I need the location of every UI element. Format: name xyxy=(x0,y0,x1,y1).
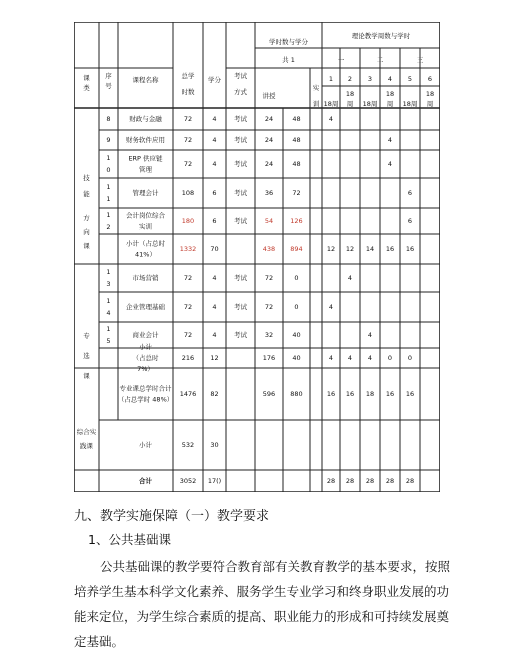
row-credit: 4 xyxy=(212,303,217,311)
row-seq-b: 5 xyxy=(106,337,111,345)
row-lecture: 24 xyxy=(264,136,274,144)
row-term-3: 4 xyxy=(367,354,373,362)
row-assess: 考试 xyxy=(234,217,247,225)
row-course-name: （占总学时 48%） xyxy=(117,395,174,404)
header-weeks: 理论教学周数与学时 xyxy=(351,32,411,40)
row-seq-a: 1 xyxy=(106,268,111,276)
row-term-5: 16 xyxy=(405,390,415,398)
row-total-hours: 532 xyxy=(181,441,195,449)
row-term-3: 4 xyxy=(367,331,373,339)
row-total-hours: 180 xyxy=(181,217,195,225)
row-seq-b: 1 xyxy=(106,195,111,203)
group-elective-char-0: 专 xyxy=(83,332,90,340)
row-term-1: 4 xyxy=(328,354,334,362)
row-term-4: 4 xyxy=(387,160,393,168)
header-term-num-4: 4 xyxy=(387,75,393,83)
row-lecture: 176 xyxy=(262,354,276,362)
row-term-1: 4 xyxy=(328,115,334,123)
header-lecture: 讲授 xyxy=(262,92,276,100)
row-term-2: 16 xyxy=(345,390,355,398)
row-term-5: 0 xyxy=(407,354,413,362)
header-week-top-4: 18 xyxy=(385,90,395,98)
row-term-4: 4 xyxy=(387,136,393,144)
group-skill-char-0: 技 xyxy=(83,174,90,182)
row-course-name: 财务软件应用 xyxy=(126,136,165,144)
header-term-num-5: 5 xyxy=(407,75,413,83)
row-total-hours: 1476 xyxy=(179,390,197,398)
header-lei: 类 xyxy=(83,84,90,92)
sub-heading: 1、公共基础课 xyxy=(88,532,171,547)
row-term-1: 12 xyxy=(326,245,336,253)
row-term-4: 0 xyxy=(387,354,393,362)
paragraph-line-4: 定基础。 xyxy=(74,634,125,649)
row-credit: 12 xyxy=(210,354,219,362)
row-credit: 6 xyxy=(212,217,217,225)
header-prac-b: 训 xyxy=(312,100,320,108)
row-assess: 考试 xyxy=(234,115,247,123)
row-seq-a: 1 xyxy=(106,211,111,219)
header-assess-b: 方式 xyxy=(234,88,247,96)
row-term-1: 28 xyxy=(326,477,336,485)
row-lecture: 596 xyxy=(262,390,276,398)
group-skill-char-3: 向 xyxy=(83,228,90,236)
row-course-name: 管理会计 xyxy=(132,189,159,197)
row-seq-b: 2 xyxy=(106,223,111,231)
row-lecture: 24 xyxy=(264,115,274,123)
row-term-1: 4 xyxy=(328,303,334,311)
row-practice: 48 xyxy=(292,115,301,123)
group-elective-char-1: 选 xyxy=(83,352,90,360)
row-credit: 4 xyxy=(212,160,217,168)
row-term-5: 28 xyxy=(405,477,415,485)
row-total-hours: 3052 xyxy=(179,477,197,485)
row-total-hours: 72 xyxy=(183,274,193,282)
header-hours-dist: 学时数与学分 xyxy=(269,38,308,46)
row-course-name: 会计岗位综合 xyxy=(126,211,165,220)
group-composite-a: 综合实 xyxy=(76,428,97,436)
row-course-name: 小计 xyxy=(139,441,152,449)
row-lecture: 32 xyxy=(264,331,274,339)
row-course-name: ERP 供应链 xyxy=(128,154,163,163)
row-practice: 48 xyxy=(292,136,301,144)
row-course-name: 合计 xyxy=(139,477,152,485)
row-term-3: 18 xyxy=(365,390,375,398)
header-credit: 学分 xyxy=(208,76,221,84)
row-course-name: 管理 xyxy=(139,165,152,174)
row-assess: 考试 xyxy=(234,160,247,168)
row-credit: 4 xyxy=(212,274,217,282)
row-seq-a: 1 xyxy=(106,154,111,162)
row-course-name: 小计（占总时 xyxy=(126,239,165,248)
row-total-hours: 72 xyxy=(183,160,193,168)
header-week-top-6: 18 xyxy=(425,90,435,98)
row-course-name: （占总时 xyxy=(132,354,159,362)
row-course-name: 市场营销 xyxy=(132,274,159,282)
row-seq-a: 1 xyxy=(106,183,111,191)
row-total-hours: 72 xyxy=(183,115,193,123)
row-term-1: 16 xyxy=(326,390,336,398)
curriculum-table xyxy=(74,22,440,492)
header-prac-a: 实 xyxy=(312,84,320,92)
row-total-hours: 72 xyxy=(183,331,193,339)
header-term-num-2: 2 xyxy=(347,75,353,83)
row-total-hours: 108 xyxy=(181,189,195,197)
row-course-name: 7%） xyxy=(137,365,154,373)
paragraph-line-3: 能来定位，为学生综合素质的提高、职业能力的形成和可持续发展奠 xyxy=(74,609,450,624)
row-assess: 考试 xyxy=(234,136,247,144)
row-credit: 17() xyxy=(207,477,222,485)
row-course-name: 小计 xyxy=(139,343,152,351)
row-practice: 72 xyxy=(292,189,301,197)
group-skill-char-2: 方 xyxy=(83,214,90,222)
row-total-hours: 216 xyxy=(181,354,195,362)
row-lecture: 72 xyxy=(264,303,274,311)
row-total-hours: 1332 xyxy=(179,245,197,253)
header-week-bottom-2: 周 xyxy=(346,100,354,108)
row-course-name: 财政与金融 xyxy=(129,115,162,123)
header-week-bottom-5: 18周 xyxy=(402,100,418,108)
header-term-2: 二 xyxy=(376,56,384,64)
header-term-num-1: 1 xyxy=(328,75,334,83)
paragraph-line-1: 公共基础课的教学要符合教育部有关教育教学的基本要求，按照 xyxy=(100,559,451,574)
row-total-hours: 72 xyxy=(183,136,193,144)
row-term-4: 16 xyxy=(385,245,395,253)
row-seq-a: 1 xyxy=(106,297,111,305)
header-course-name: 课程名称 xyxy=(132,76,159,84)
header-term-1: 一 xyxy=(337,56,345,64)
row-seq: 9 xyxy=(106,136,111,144)
header-week-top-2: 18 xyxy=(345,90,355,98)
header-ke: 课 xyxy=(83,74,90,82)
header-assess-a: 考试 xyxy=(234,72,247,80)
header-total-a: 总学 xyxy=(181,72,195,80)
row-term-4: 28 xyxy=(385,477,395,485)
row-assess: 考试 xyxy=(234,303,247,311)
header-week-bottom-4: 周 xyxy=(386,100,394,108)
group-composite-b: 践课 xyxy=(80,442,93,450)
section-heading: 九、教学实施保障（一）教学要求 xyxy=(74,509,270,524)
row-credit: 4 xyxy=(212,136,217,144)
row-term-2: 4 xyxy=(347,274,353,282)
row-course-name: 商业会计 xyxy=(132,331,159,339)
header-week-bottom-6: 周 xyxy=(426,100,434,108)
row-seq-a: 1 xyxy=(106,325,111,333)
row-practice: 880 xyxy=(290,390,303,398)
header-term-num-3: 3 xyxy=(367,75,373,83)
row-assess: 考试 xyxy=(234,189,247,197)
row-course-name: 41%） xyxy=(135,250,156,259)
row-practice: 0 xyxy=(294,274,299,282)
row-credit: 6 xyxy=(212,189,217,197)
row-term-2: 12 xyxy=(345,245,355,253)
group-elective-char-2: 课 xyxy=(83,372,90,380)
row-lecture: 438 xyxy=(262,245,276,253)
row-seq: 8 xyxy=(106,115,111,123)
row-practice: 126 xyxy=(290,217,303,225)
row-course-name: 实训 xyxy=(139,222,152,231)
row-term-2: 4 xyxy=(347,354,353,362)
row-term-5: 6 xyxy=(407,189,413,197)
row-seq-b: 0 xyxy=(106,166,111,174)
header-week-bottom-3: 18周 xyxy=(362,100,378,108)
row-term-3: 28 xyxy=(365,477,375,485)
row-term-5: 6 xyxy=(407,217,413,225)
row-course-name: 专业课总学时合计 xyxy=(119,384,172,393)
row-assess: 考试 xyxy=(234,331,247,339)
row-term-4: 16 xyxy=(385,390,395,398)
header-total-b: 时数 xyxy=(181,88,195,96)
row-seq-b: 4 xyxy=(106,309,111,317)
row-course-name: 企业管理基础 xyxy=(126,303,165,311)
row-credit: 4 xyxy=(212,331,217,339)
group-skill-char-1: 能 xyxy=(83,190,90,198)
row-credit: 30 xyxy=(210,441,219,449)
group-skill-char-4: 课 xyxy=(83,242,90,250)
row-practice: 48 xyxy=(292,160,301,168)
row-practice: 0 xyxy=(294,303,299,311)
header-term-num-6: 6 xyxy=(427,75,433,83)
header-xu: 序 xyxy=(105,72,112,80)
header-week-bottom-1: 18周 xyxy=(323,100,339,108)
row-term-5: 16 xyxy=(405,245,415,253)
row-term-3: 14 xyxy=(365,245,375,253)
header-term-3: 三 xyxy=(416,56,424,64)
row-credit: 82 xyxy=(210,390,219,398)
row-lecture: 24 xyxy=(264,160,274,168)
row-term-2: 28 xyxy=(345,477,355,485)
row-practice: 40 xyxy=(292,331,301,339)
row-credit: 4 xyxy=(212,115,217,123)
row-lecture: 54 xyxy=(264,217,274,225)
header-hao: 号 xyxy=(105,82,112,90)
row-lecture: 36 xyxy=(264,189,274,197)
header-total-1: 共 1 xyxy=(282,56,295,64)
row-practice: 894 xyxy=(290,245,303,253)
row-assess: 考试 xyxy=(234,274,247,282)
row-practice: 40 xyxy=(292,354,301,362)
row-total-hours: 72 xyxy=(183,303,193,311)
row-credit: 70 xyxy=(210,245,219,253)
paragraph-line-2: 培养学生基本科学文化素养、服务学生专业学习和终身职业发展的功 xyxy=(74,584,450,599)
row-lecture: 72 xyxy=(264,274,274,282)
row-seq-b: 3 xyxy=(106,280,111,288)
